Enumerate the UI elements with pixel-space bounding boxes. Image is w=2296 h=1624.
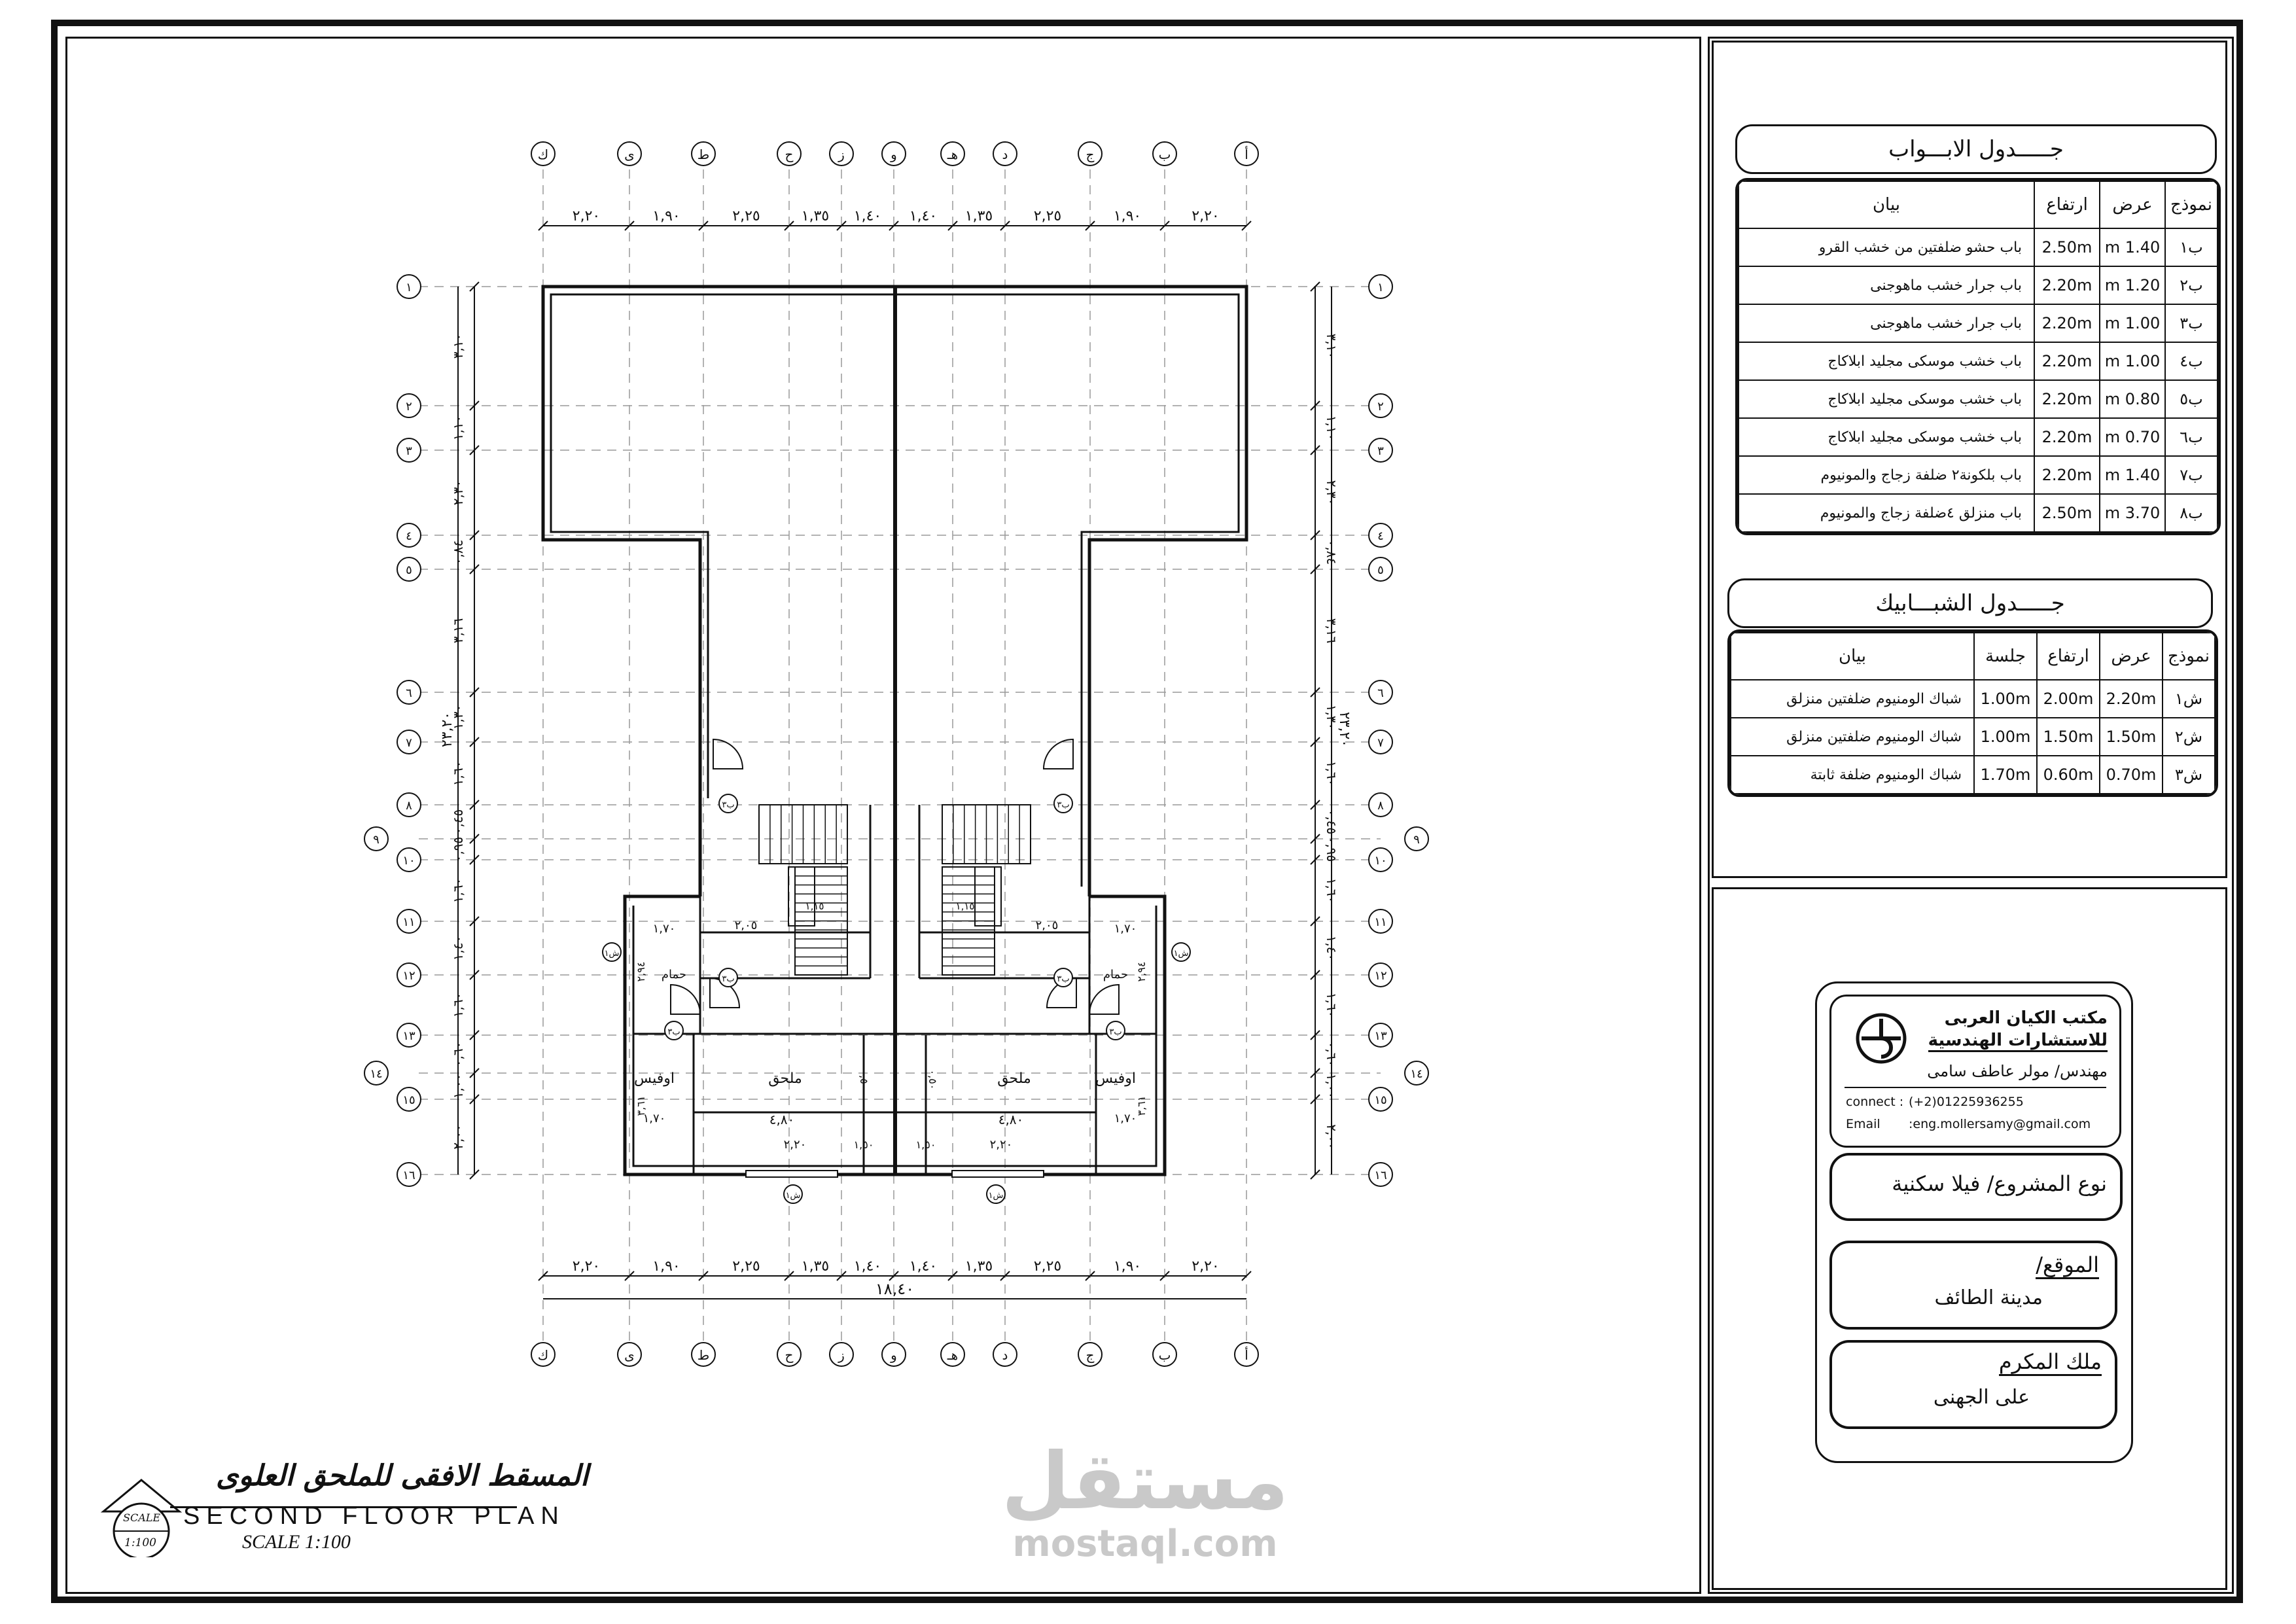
table-row bbox=[1739, 494, 2217, 532]
window-opening bbox=[952, 1171, 1044, 1177]
dimension-label: ٠,٨٤ bbox=[450, 539, 466, 565]
dimension-label: ١,٣٥ bbox=[964, 1258, 993, 1275]
owner-label: ملك المكرم bbox=[1999, 1349, 2102, 1376]
room-label: حمام bbox=[661, 968, 687, 981]
interior-dim: ٢,٠٥ bbox=[734, 919, 758, 932]
dimension-label: ٣,١٦ bbox=[1324, 618, 1339, 644]
door-swing bbox=[1089, 985, 1119, 1014]
watermark-en: mostaql.com bbox=[1012, 1523, 1278, 1565]
dimension-label: ١,٩٠ bbox=[1113, 208, 1142, 224]
interior-dim: ٤,٨٠ bbox=[769, 1112, 795, 1127]
axis-label: هـ bbox=[947, 147, 959, 162]
dimension-total: ١٨,٤٠ bbox=[875, 1280, 915, 1298]
room-label: اوفيس bbox=[1095, 1070, 1136, 1087]
door-height: 2.50m bbox=[2034, 228, 2100, 266]
window-tag: ش١ bbox=[785, 1191, 801, 1201]
dimension-label: ١,٣٥ bbox=[801, 208, 830, 224]
axis-label: ٧ bbox=[406, 736, 412, 750]
col-desc: بيان bbox=[1731, 633, 1974, 680]
table-row bbox=[1731, 718, 2215, 756]
table-row bbox=[1739, 380, 2217, 418]
email-label: Email bbox=[1846, 1117, 1881, 1131]
axis-label: د bbox=[1002, 1347, 1008, 1363]
axis-label: ١ bbox=[1377, 281, 1384, 294]
dimension-label: ١,٤٠ bbox=[909, 208, 938, 224]
door-swing bbox=[671, 985, 700, 1014]
dimension-label: ١,٣٠ bbox=[450, 704, 466, 730]
dimension-label: ١,٦٠ bbox=[450, 992, 466, 1018]
interior-dim: ٤,٨٠ bbox=[998, 1112, 1024, 1127]
axis-label: ١٦ bbox=[1374, 1169, 1387, 1182]
axis-label: ط bbox=[697, 147, 710, 162]
dimension-label: ٢,٢٠ bbox=[572, 1258, 601, 1275]
door-desc: باب منزلق ٤ضلفة زجاج والمونيوم bbox=[1739, 494, 2034, 532]
door-width: 1.00 m bbox=[2100, 304, 2165, 342]
axis-label: ب bbox=[1158, 147, 1171, 162]
axis-label: ١٥ bbox=[1374, 1093, 1387, 1107]
axis-label: ٢ bbox=[1377, 400, 1384, 414]
table-row bbox=[1739, 228, 2217, 266]
window-desc: شباك الومنيوم ضلفة ثابتة bbox=[1731, 756, 1974, 794]
door-width: 3.70 m bbox=[2100, 494, 2165, 532]
window-model: ش١ bbox=[2163, 680, 2215, 718]
doors-schedule bbox=[1738, 181, 2218, 533]
door-swing bbox=[713, 739, 743, 769]
axis-label: ١٣ bbox=[402, 1029, 415, 1043]
axis-label: ٧ bbox=[1377, 736, 1384, 750]
axis-label: ك bbox=[537, 1347, 549, 1363]
dimension-label: ١,٦٠ bbox=[1324, 877, 1339, 904]
connect-label: connect : bbox=[1846, 1095, 1904, 1109]
col-model: نموذج bbox=[2163, 633, 2215, 680]
axis-label: ى bbox=[624, 147, 635, 162]
door-tag: ب٣ bbox=[722, 800, 735, 810]
room-label: ملحق bbox=[997, 1070, 1031, 1087]
door-desc: باب خشب موسكى مجليد ابلاكاج bbox=[1739, 342, 2034, 380]
axis-label: ١٣ bbox=[1374, 1029, 1387, 1043]
interior-dim: ١,٧٠ bbox=[643, 1112, 666, 1125]
project-type-box bbox=[1829, 1153, 2123, 1221]
window-sill: 1.00m bbox=[1974, 718, 2037, 756]
dimension-label: ١,٦٠ bbox=[1324, 992, 1339, 1018]
axis-label: ١٠ bbox=[402, 854, 415, 868]
window-tag: ش١ bbox=[1173, 949, 1189, 959]
doors-table bbox=[1735, 178, 2221, 535]
axis-label: ج bbox=[1086, 147, 1095, 162]
dimension-label: ٠,٤٥ bbox=[450, 809, 466, 835]
dimension-label: ٣,١٠ bbox=[1324, 333, 1339, 359]
room-label: حمام bbox=[1103, 968, 1129, 981]
table-row bbox=[1731, 680, 2215, 718]
axis-label: ٤ bbox=[406, 529, 412, 543]
location-box bbox=[1829, 1241, 2117, 1330]
office-name-1: مكتب الكيان العربى bbox=[1944, 1008, 2108, 1028]
dimension-label: ٠,٦٠ bbox=[1324, 1041, 1339, 1067]
office-logo-icon bbox=[1854, 1011, 1909, 1066]
axis-label: ١ bbox=[406, 281, 412, 294]
scale-badge-bottom: 1:100 bbox=[124, 1536, 156, 1549]
door-width: 1.20 m bbox=[2100, 266, 2165, 304]
axis-label: ٦ bbox=[406, 686, 412, 700]
owner-value: على الجهنى bbox=[1933, 1386, 2030, 1409]
interior-dim: ٠,٥٠ bbox=[858, 1069, 870, 1090]
interior-dim: ٢,٩٤ bbox=[635, 961, 647, 982]
scale-badge-top: SCALE bbox=[123, 1511, 161, 1524]
col-width: عرض bbox=[2100, 633, 2163, 680]
interior-dim: ٠,٥٠ bbox=[927, 1069, 939, 1090]
axis-label: ١٤ bbox=[1410, 1067, 1423, 1081]
dimension-label: ٢,٢٠ bbox=[1192, 208, 1220, 224]
windows-table-title: جـــــدول الشبـــابيك bbox=[1727, 578, 2213, 628]
door-desc: باب خشب موسكى مجليد ابلاكاج bbox=[1739, 380, 2034, 418]
dimension-label: ١,٣٥ bbox=[964, 208, 993, 224]
dimension-label: ١,١٠ bbox=[1324, 415, 1339, 441]
door-tag: ب٣ bbox=[1057, 800, 1070, 810]
window-width: 0.70m bbox=[2100, 756, 2163, 794]
window-opening bbox=[746, 1171, 838, 1177]
owner-box bbox=[1829, 1340, 2117, 1429]
window-width: 1.50m bbox=[2100, 718, 2163, 756]
axis-label: ٣ bbox=[406, 444, 412, 458]
door-model: ب٢ bbox=[2165, 266, 2217, 304]
door-tag: ب٣ bbox=[1109, 1027, 1122, 1037]
axis-label: ح bbox=[785, 147, 794, 162]
email-value: :eng.mollersamy@gmail.com bbox=[1909, 1117, 2091, 1131]
door-desc: باب جرار خشب ماهوجنى bbox=[1739, 304, 2034, 342]
axis-label: ٨ bbox=[1377, 799, 1384, 813]
door-model: ب٦ bbox=[2165, 418, 2217, 456]
interior-dim: ١,٥٠ bbox=[915, 1139, 936, 1151]
window-sill: 1.70m bbox=[1974, 756, 2037, 794]
interior-dim: ١,٧٠ bbox=[1114, 922, 1137, 936]
dimension-label: ١,٤٠ bbox=[853, 1258, 882, 1275]
doors-header-row bbox=[1739, 181, 2217, 228]
interior-dim: ١,٧٠ bbox=[652, 922, 676, 936]
window-height: 0.60m bbox=[2037, 756, 2100, 794]
dimension-label: ١,٣٠ bbox=[1324, 704, 1339, 730]
axis-label: ٦ bbox=[1377, 686, 1384, 700]
door-model: ب٤ bbox=[2165, 342, 2217, 380]
window-height: 2.00m bbox=[2037, 680, 2100, 718]
col-desc: بيان bbox=[1739, 181, 2034, 228]
window-tag: ش١ bbox=[988, 1191, 1004, 1201]
interior-dim: ٢,٢٠ bbox=[989, 1138, 1013, 1152]
dimension-label: ٣,١٦ bbox=[450, 618, 466, 644]
axis-label: أ bbox=[1245, 147, 1248, 162]
door-desc: باب بلكونة٢ ضلفة زجاج والمونيوم bbox=[1739, 456, 2034, 494]
axis-label: ١٥ bbox=[402, 1093, 415, 1107]
window-sill: 1.00m bbox=[1974, 680, 2037, 718]
axis-label: ز bbox=[838, 1347, 845, 1363]
door-tag: ب٣ bbox=[1057, 974, 1070, 984]
dimension-label: ٣,١٠ bbox=[450, 333, 466, 359]
table-row bbox=[1731, 756, 2215, 794]
dimension-label: ١,٤٠ bbox=[1324, 935, 1339, 961]
location-value: مدينة الطائف bbox=[1934, 1286, 2043, 1309]
windows-table bbox=[1727, 629, 2218, 797]
dimension-label: ١,٤٠ bbox=[450, 935, 466, 961]
interior-dim: ٢,٩٤ bbox=[1135, 961, 1148, 982]
window-width: 2.20m bbox=[2100, 680, 2163, 718]
interior-dim: ١,٧٠ bbox=[1114, 1112, 1137, 1125]
col-width: عرض bbox=[2100, 181, 2165, 228]
door-height: 2.20m bbox=[2034, 418, 2100, 456]
door-model: ب٧ bbox=[2165, 456, 2217, 494]
interior-dim: ٢,٢٠ bbox=[783, 1138, 807, 1152]
col-model: نموذج bbox=[2165, 181, 2217, 228]
window-height: 1.50m bbox=[2037, 718, 2100, 756]
door-swing bbox=[1044, 739, 1073, 769]
door-desc: باب جرار خشب ماهوجنى bbox=[1739, 266, 2034, 304]
axis-label: و bbox=[891, 147, 897, 162]
door-model: ب٨ bbox=[2165, 494, 2217, 532]
window-desc: شباك الومنيوم ضلفتين منزلق bbox=[1731, 718, 1974, 756]
door-tag: ب٣ bbox=[667, 1027, 680, 1037]
interior-dim: ١,١٥ bbox=[955, 900, 975, 912]
axis-label: أ bbox=[1245, 1347, 1248, 1363]
dimension-label: ١,٠٠ bbox=[450, 1073, 466, 1099]
window-model: ش٣ bbox=[2163, 756, 2215, 794]
interior-dim: ٣,٦١ bbox=[1135, 1095, 1148, 1116]
dimension-label: ١,٤٠ bbox=[853, 208, 882, 224]
interior-dim: ١,٥٠ bbox=[853, 1139, 874, 1151]
axis-label: ى bbox=[624, 1347, 635, 1363]
window-tag: ش١ bbox=[604, 949, 620, 959]
door-height: 2.20m bbox=[2034, 342, 2100, 380]
dimension-label: ١,٩٠ bbox=[1113, 1258, 1142, 1275]
axis-label: ٨ bbox=[406, 799, 412, 813]
dimension-label: ٠,٦٠ bbox=[450, 1041, 466, 1067]
dimension-total: ٢٣,٢٠ bbox=[1336, 711, 1352, 748]
dimension-label: ٢,٢٥ bbox=[1033, 208, 1062, 224]
dimension-label: ١,٦٠ bbox=[450, 760, 466, 786]
door-desc: باب حشو ضلفتين من خشب القرو bbox=[1739, 228, 2034, 266]
door-tag: ب٣ bbox=[722, 974, 735, 984]
axis-label: ٩ bbox=[373, 833, 380, 847]
dimension-label: ١,٣٥ bbox=[801, 1258, 830, 1275]
axis-label: ك bbox=[537, 147, 549, 162]
axis-label: و bbox=[891, 1347, 897, 1363]
interior-dim: ١,١٥ bbox=[805, 900, 824, 912]
col-height: ارتفاع bbox=[2037, 633, 2100, 680]
windows-schedule bbox=[1730, 632, 2216, 794]
door-width: 1.00 m bbox=[2100, 342, 2165, 380]
dimension-label: ٢,٢٥ bbox=[732, 1258, 760, 1275]
dimension-label: ٢,٢٠ bbox=[1192, 1258, 1220, 1275]
dimension-label: ٠,٨٤ bbox=[1324, 539, 1339, 565]
windows-header-row bbox=[1731, 633, 2215, 680]
door-height: 2.20m bbox=[2034, 304, 2100, 342]
dimension-label: ١,١٠ bbox=[450, 415, 466, 441]
axis-label: ج bbox=[1086, 1347, 1095, 1363]
dimension-label: ٠,٩٥ bbox=[450, 836, 466, 862]
room-label: اوفيس bbox=[634, 1070, 675, 1087]
drawing-scale: SCALE 1:100 bbox=[242, 1531, 351, 1553]
dimension-label: ٢,٢٠ bbox=[572, 208, 601, 224]
door-height: 2.20m bbox=[2034, 380, 2100, 418]
dimension-label: ٢,٢٥ bbox=[732, 208, 760, 224]
axis-label: ب bbox=[1158, 1347, 1171, 1363]
axis-label: ١٠ bbox=[1374, 854, 1387, 868]
dimension-label: ١,٤٠ bbox=[909, 1258, 938, 1275]
door-model: ب٣ bbox=[2165, 304, 2217, 342]
table-row bbox=[1739, 266, 2217, 304]
dimension-label: ٠,٩٥ bbox=[1324, 836, 1339, 862]
location-label: الموقع/ bbox=[2036, 1252, 2099, 1279]
watermark bbox=[995, 1436, 1296, 1565]
title-block bbox=[98, 1446, 595, 1557]
dimension-label: ٢,٠٠ bbox=[450, 1124, 466, 1150]
table-row bbox=[1739, 304, 2217, 342]
axis-label: ١١ bbox=[402, 915, 415, 929]
drawing-title-ar: المسقط الافقى للملحق العلوى bbox=[216, 1459, 589, 1492]
axis-label: د bbox=[1002, 147, 1008, 162]
col-height: ارتفاع bbox=[2034, 181, 2100, 228]
axis-label: ٣ bbox=[1377, 444, 1384, 458]
door-height: 2.50m bbox=[2034, 494, 2100, 532]
dimension-total: ٢٣,٢٠ bbox=[439, 711, 455, 748]
dimension-label: ١,٩٠ bbox=[652, 1258, 680, 1275]
door-height: 2.20m bbox=[2034, 266, 2100, 304]
room-label: ملحق bbox=[768, 1070, 802, 1087]
table-row bbox=[1739, 418, 2217, 456]
office-engineer: مهندس/ مولر عاطف سامى bbox=[1927, 1062, 2108, 1080]
axis-label: ٥ bbox=[1377, 563, 1384, 577]
axis-label: ١١ bbox=[1374, 915, 1387, 929]
interior-dim: ٢,٠٥ bbox=[1035, 919, 1059, 932]
dimension-label: ١,٩٠ bbox=[652, 208, 680, 224]
table-row bbox=[1739, 456, 2217, 494]
axis-label: ١٢ bbox=[402, 969, 415, 983]
axis-label: ١٦ bbox=[402, 1169, 415, 1182]
dimension-label: ٠,٤٥ bbox=[1324, 809, 1339, 835]
watermark-ar: مستقل bbox=[1001, 1436, 1289, 1527]
drawing-title-en: SECOND FLOOR PLAN bbox=[183, 1502, 565, 1530]
office-name-2: للاستشارات الهندسية bbox=[1928, 1031, 2108, 1052]
window-model: ش٢ bbox=[2163, 718, 2215, 756]
door-height: 2.20m bbox=[2034, 456, 2100, 494]
axis-label: ١٤ bbox=[370, 1067, 383, 1081]
col-sill: جلسة bbox=[1974, 633, 2037, 680]
axis-label: ز bbox=[838, 147, 845, 162]
door-width: 0.80 m bbox=[2100, 380, 2165, 418]
axis-label: ح bbox=[785, 1347, 794, 1363]
axis-label: ط bbox=[697, 1347, 710, 1363]
interior-dim: ٣,٦١ bbox=[635, 1095, 647, 1116]
axis-label: ٩ bbox=[1413, 833, 1420, 847]
dimension-label: ٢,٠٠ bbox=[1324, 1124, 1339, 1150]
dimension-label: ٢,٢٥ bbox=[1033, 1258, 1062, 1275]
doors-table-title: جـــــدول الابـــواب bbox=[1735, 124, 2217, 174]
connect-value: (+2)01225936255 bbox=[1909, 1095, 2024, 1109]
door-desc: باب خشب موسكى مجليد ابلاكاج bbox=[1739, 418, 2034, 456]
dimension-label: ١,٦٠ bbox=[1324, 760, 1339, 786]
door-model: ب٥ bbox=[2165, 380, 2217, 418]
door-width: 1.40 m bbox=[2100, 456, 2165, 494]
axis-label: ٢ bbox=[406, 400, 412, 414]
axis-label: ٤ bbox=[1377, 529, 1384, 543]
door-width: 0.70 m bbox=[2100, 418, 2165, 456]
table-row bbox=[1739, 342, 2217, 380]
axis-label: هـ bbox=[947, 1347, 959, 1363]
office-divider bbox=[1845, 1087, 2106, 1088]
window-desc: شباك الومنيوم ضلفتين منزلق bbox=[1731, 680, 1974, 718]
dimension-label: ١,٦٠ bbox=[450, 877, 466, 904]
axis-label: ٥ bbox=[406, 563, 412, 577]
dimension-label: ١,٠٠ bbox=[1324, 1073, 1339, 1099]
door-model: ب١ bbox=[2165, 228, 2217, 266]
project-type: نوع المشروع/ فيلا سكنية bbox=[1892, 1171, 2107, 1196]
door-width: 1.40 m bbox=[2100, 228, 2165, 266]
axis-label: ١٢ bbox=[1374, 969, 1387, 983]
dimension-label: ٢,٣٠ bbox=[1324, 480, 1339, 506]
office-box bbox=[1829, 995, 2121, 1148]
dimension-label: ٢,٣٠ bbox=[450, 480, 466, 506]
